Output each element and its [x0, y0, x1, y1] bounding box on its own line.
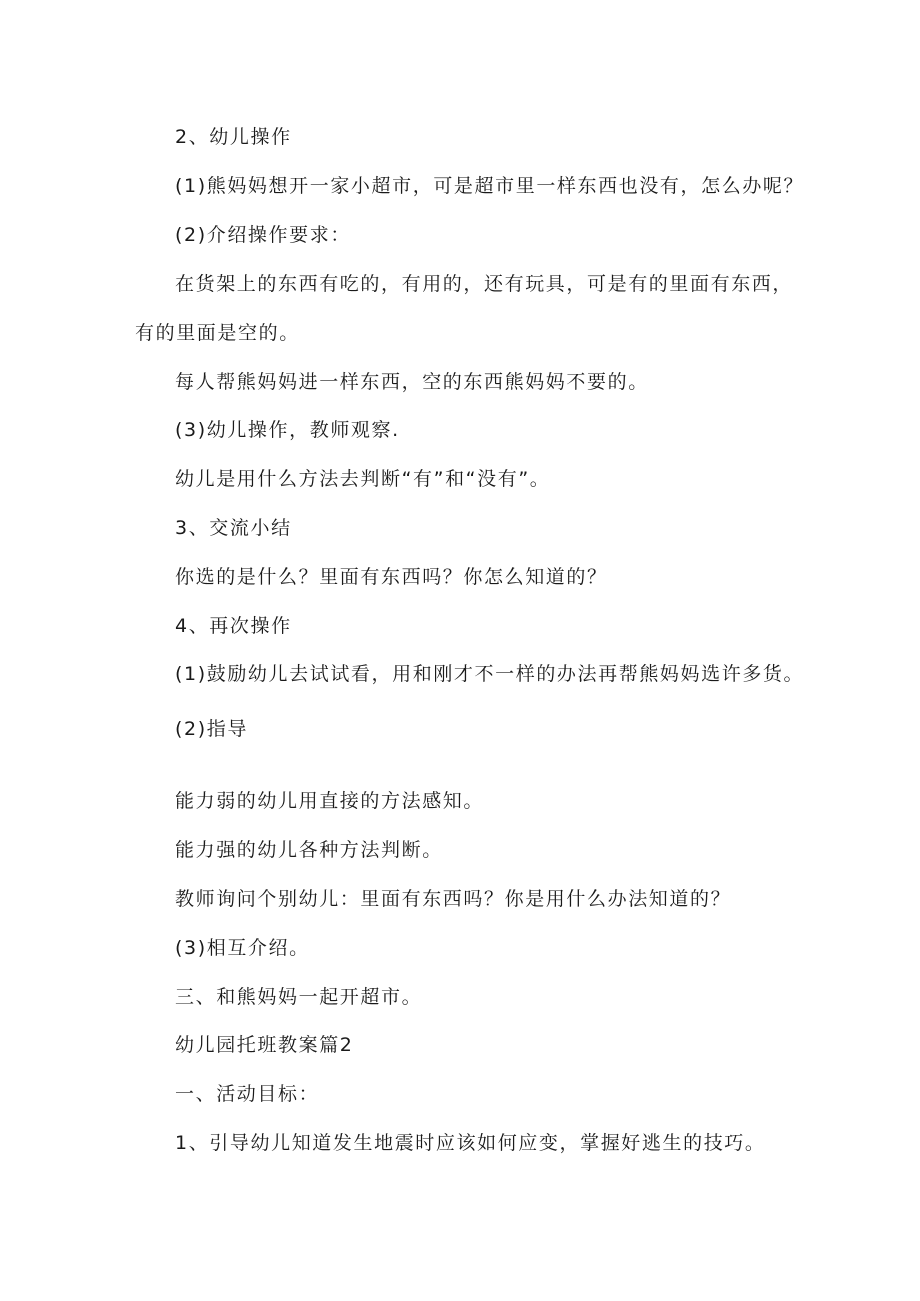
paragraph-line: 在货架上的东西有吃的，有用的，还有玩具，可是有的里面有东西， — [175, 273, 794, 295]
paragraph-line: 你选的是什么？里面有东西吗？你怎么知道的？ — [175, 566, 608, 588]
paragraph-line: (2)介绍操作要求： — [175, 224, 351, 246]
paragraph-line: (1)熊妈妈想开一家小超市，可是超市里一样东西也没有，怎么办呢？ — [175, 175, 805, 197]
section-heading-summary: 3、交流小结 — [175, 517, 292, 539]
paragraph-line: 教师询问个别幼儿：里面有东西吗？你是用什么办法知道的？ — [175, 888, 732, 910]
paragraph-line: (3)幼儿操作，教师观察. — [175, 419, 400, 441]
section-heading-operation: 2、幼儿操作 — [175, 126, 292, 148]
section-heading-supermarket: 三、和熊妈妈一起开超市。 — [175, 986, 423, 1008]
section-heading-repeat: 4、再次操作 — [175, 615, 292, 637]
paragraph-line: (1)鼓励幼儿去试试看，用和刚才不一样的办法再帮熊妈妈选许多货。 — [175, 663, 805, 685]
paragraph-line: (3)相互介绍。 — [175, 937, 310, 959]
paragraph-line: (2)指导 — [175, 718, 248, 740]
paragraph-line: 每人帮熊妈妈进一样东西，空的东西熊妈妈不要的。 — [175, 371, 649, 393]
paragraph-line: 幼儿是用什么方法去判断“有”和“没有”。 — [175, 468, 551, 490]
paragraph-line: 1、引导幼儿知道发生地震时应该如何应变，掌握好逃生的技巧。 — [175, 1132, 766, 1154]
section-heading-objectives: 一、活动目标： — [175, 1083, 320, 1105]
paragraph-line: 能力强的幼儿各种方法判断。 — [175, 839, 443, 861]
lesson-plan-title: 幼儿园托班教案篇2 — [175, 1034, 354, 1056]
paragraph-line: 能力弱的幼儿用直接的方法感知。 — [175, 790, 485, 812]
paragraph-line: 有的里面是空的。 — [135, 322, 300, 344]
